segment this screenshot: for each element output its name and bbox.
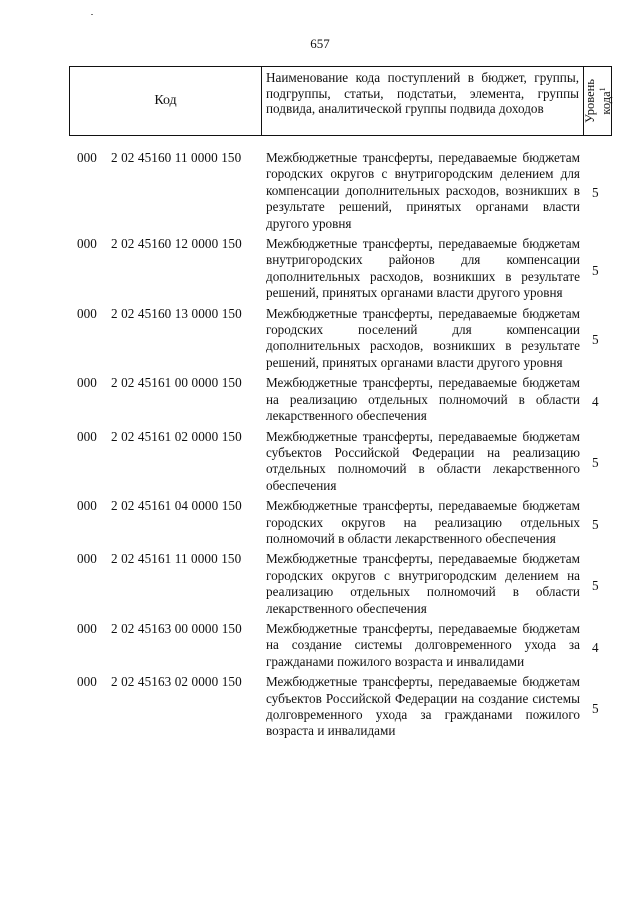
admin-code: 000 (77, 305, 97, 321)
income-code: 2 02 45160 11 0000 150 (111, 150, 242, 165)
code-level: 5 (592, 516, 599, 532)
code-level: 4 (592, 639, 599, 655)
income-name: Межбюджетные трансферты, передаваемые бюджетам городских округов на реализацию отдельных полномочий в области лекарственного обеспечения (266, 498, 580, 546)
table-row (0, 498, 640, 551)
header-kod: Код (70, 67, 262, 135)
income-code: 2 02 45161 00 0000 150 (111, 375, 242, 391)
table-row (0, 150, 640, 236)
income-name: Межбюджетные трансферты, передаваемые бюджетам на реализацию отдельных полномочий в области лекарственного обеспечения (266, 375, 580, 424)
code-level: 5 (592, 578, 599, 594)
admin-code: 000 (77, 375, 97, 391)
table-row (0, 375, 640, 428)
income-code: 2 02 45163 02 0000 150 (111, 674, 242, 690)
code-level: 4 (592, 393, 599, 409)
admin-code: 000 (77, 236, 97, 252)
income-name: Межбюджетные трансферты, передаваемые бюджетам городских поселений для компенсации дополнительных расходов, возникших в результате решений, принятых органами власти другого уровня (266, 305, 580, 370)
income-code: 2 02 45163 00 0000 150 (111, 620, 242, 636)
admin-code: 000 (77, 674, 97, 690)
table-row (0, 674, 640, 744)
code-level: 5 (592, 455, 599, 471)
income-code: 2 02 45161 02 0000 150 (111, 428, 242, 444)
page-number: 657 (310, 36, 330, 51)
income-name: Межбюджетные трансферты, передаваемые бюджетам субъектов Российской Федерации на создание системы долговременного ухода за гражданами пожилого возраста и инвалидами (266, 674, 580, 739)
table-body (0, 150, 640, 744)
income-code: 2 02 45161 04 0000 150 (111, 498, 242, 514)
code-level: 5 (592, 185, 599, 201)
admin-code: 000 (77, 620, 97, 636)
income-code: 2 02 45161 11 0000 150 (111, 551, 242, 567)
header-name: Наименование кода поступлений в бюджет, группы, подгруппы, статьи, подстатьи, элемента, группы подвида, аналитической группы подвида доходов (262, 67, 584, 135)
income-name: Межбюджетные трансферты, передаваемые бюджетам внутригородских районов для компенсации дополнительных расходов, возникших в результате решений, принятых органами власти другого уровня (266, 236, 580, 301)
footnote-mark: 1 (596, 87, 606, 92)
scan-speck (91, 14, 93, 15)
income-name: Межбюджетные трансферты, передаваемые бюджетам на создание системы долговременного ухода за гражданами пожилого возраста и инвалидами (266, 620, 580, 669)
income-name: Межбюджетные трансферты, передаваемые бюджетам городских округов с внутригородским делением для компенсации дополнительных расходов, возникших в результате решений, принятых органами власти другого уровня (266, 150, 580, 231)
admin-code: 000 (77, 498, 97, 514)
code-level: 5 (592, 701, 599, 716)
header-level-label: Уровень кода$^1$ (582, 78, 613, 124)
table-row (0, 621, 640, 674)
header-level (584, 67, 611, 135)
income-name: Межбюджетные трансферты, передаваемые бюджетам субъектов Российской Федерации на реализацию отдельных полномочий в области лекарственного обеспечения (266, 428, 580, 493)
income-name: Межбюджетные трансферты, передаваемые бюджетам городских округов с внутригородским делением на реализацию отдельных полномочий в области лекарственного обеспечения (266, 551, 580, 616)
table-header (69, 66, 612, 136)
table-row (0, 551, 640, 621)
income-code: 2 02 45160 13 0000 150 (111, 305, 242, 321)
code-level: 5 (592, 262, 599, 278)
code-level: 5 (592, 332, 599, 348)
income-code: 2 02 45160 12 0000 150 (111, 236, 242, 252)
table-row (0, 236, 640, 306)
admin-code: 000 (77, 428, 97, 444)
admin-code: 000 (77, 150, 97, 165)
admin-code: 000 (77, 551, 97, 567)
table-row (0, 429, 640, 499)
table-row (0, 306, 640, 376)
